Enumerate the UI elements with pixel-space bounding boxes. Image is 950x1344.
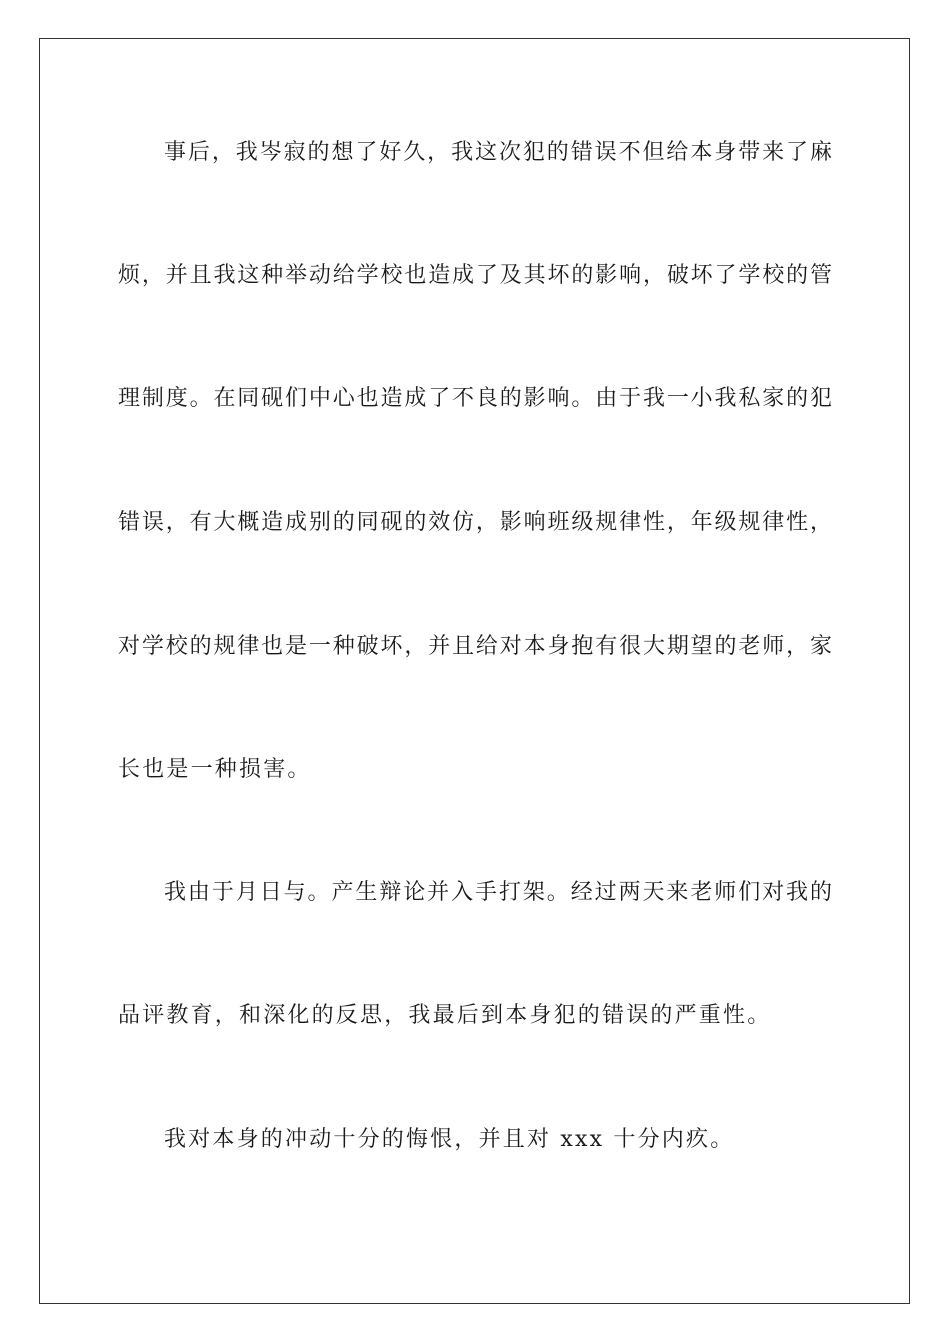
paragraph-1-line-1: 事后，我岑寂的想了好久，我这次犯的错误不但给本身带来了麻 [164,140,832,165]
paragraph-3-line-1: 我对本身的冲动十分的悔恨，并且对 xxx 十分内疚。 [164,1127,735,1152]
paragraph-1-line-2: 烦，并且我这种举动给学校也造成了及其坏的影响，破坏了学校的管 [118,263,832,288]
paragraph-2-line-2: 品评教育，和深化的反思，我最后到本身犯的错误的严重性。 [118,1003,772,1028]
paragraph-2-line-1: 我由于月日与。产生辩论并入手打架。经过两天来老师们对我的 [164,880,832,905]
paragraph-1-line-6: 长也是一种损害。 [118,757,312,782]
page-border [39,38,910,1304]
paragraph-1-line-4: 错误，有大概造成别的同砚的效仿，影响班级规律性，年级规律性， [118,510,832,535]
paragraph-1-line-3: 理制度。在同砚们中心也造成了不良的影响。由于我一小我私家的犯 [118,386,832,411]
paragraph-1-line-5: 对学校的规律也是一种破坏，并且给对本身抱有很大期望的老师，家 [118,634,832,659]
